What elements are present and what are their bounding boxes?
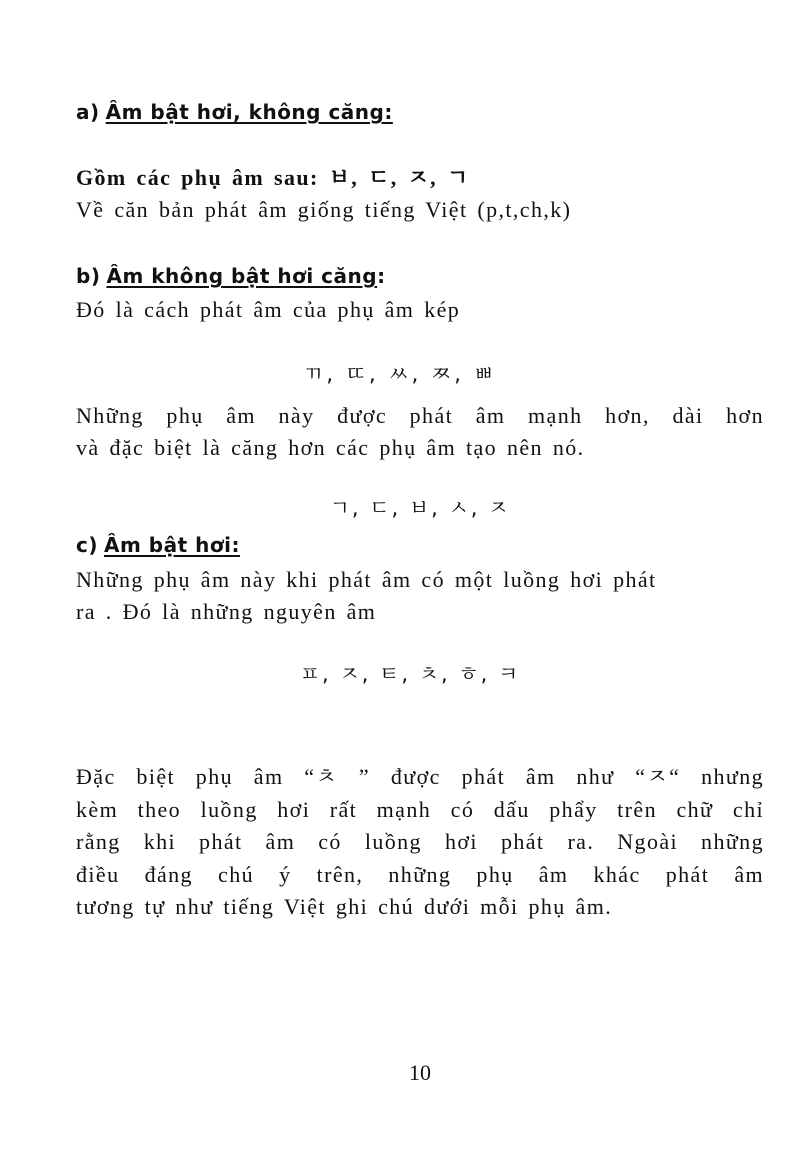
section-c-marker: c) [76,533,98,557]
note-line-3: rằng khi phát âm có luồng hơi phát ra. Ngoài những [76,829,764,854]
base-consonants-row: ㄱ, ㄷ, ㅂ, ㅅ, ㅈ [329,496,511,520]
section-a-heading [76,100,393,124]
section-b-line-2: Những phụ âm này được phát âm mạnh hơn, dài hơn [76,403,764,428]
note-line-5: tương tự như tiếng Việt ghi chú dưới mỗi phụ âm. [76,894,613,919]
section-b-heading [76,264,386,288]
section-a-marker: a) [76,100,100,124]
section-b-title-colon: : [377,264,386,288]
aspirated-consonants-row: ㅍ, ㅈ, ㅌ, ㅊ, ㅎ, ㅋ [299,662,521,686]
section-c-line-2: ra . Đó là những nguyên âm [76,599,377,624]
note-line-1: Đặc biệt phụ âm “ㅊ ” được phát âm như “ㅈ“ nhưng [76,764,764,789]
note-line-4: điều đáng chú ý trên, những phụ âm khác phát âm [76,862,764,887]
section-c-line-1: Những phụ âm này khi phát âm có một luồng hơi phát [76,567,657,592]
section-a-line-1: Gồm các phụ âm sau: ㅂ, ㄷ, ㅈ, ㄱ [76,165,470,190]
section-b-line-3: và đặc biệt là căng hơn các phụ âm tạo nên nó. [76,435,585,460]
section-b-marker: b) [76,264,101,288]
page-number: 10 [409,1060,431,1085]
section-b-title: Âm không bật hơi căng [106,264,378,288]
section-c-heading [76,533,240,557]
double-consonants-row: ㄲ, ㄸ, ㅆ, ㅉ, ㅃ [303,362,497,386]
section-a-line-2: Về căn bản phát âm giống tiếng Việt (p,t,ch,k) [76,197,572,222]
section-a-title: Âm bật hơi, không căng: [105,100,393,124]
section-b-line-1: Đó là cách phát âm của phụ âm kép [76,297,461,322]
section-c-title: Âm bật hơi: [104,533,240,557]
note-line-2: kèm theo luồng hơi rất mạnh có dấu phẩy trên chữ chỉ [76,797,764,822]
